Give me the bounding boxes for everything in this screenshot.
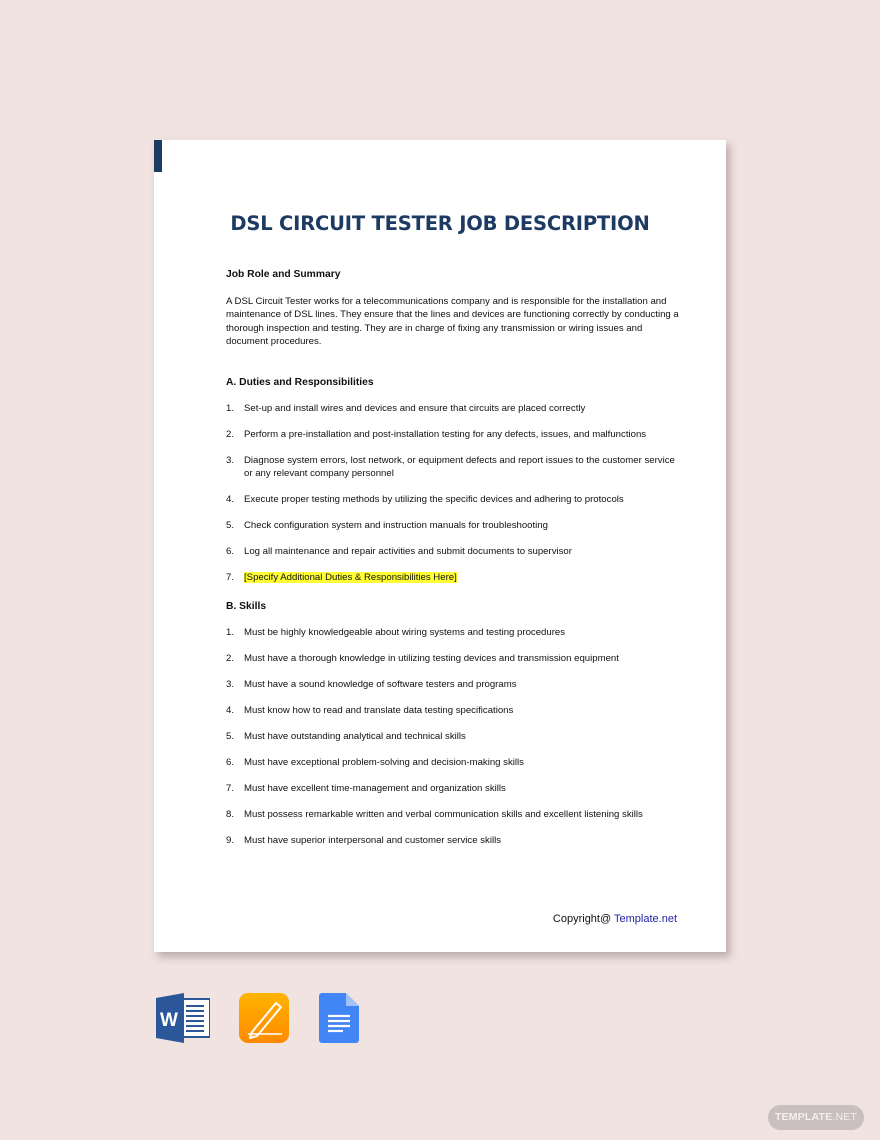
word-icon[interactable] xyxy=(154,992,210,1044)
duties-list xyxy=(226,402,686,584)
summary-heading: Job Role and Summary xyxy=(226,269,341,280)
document-page xyxy=(154,140,726,952)
item-number: 1. xyxy=(226,627,235,639)
document-content xyxy=(226,268,686,860)
svg-text:W: W xyxy=(160,1010,178,1031)
item-text: Execute proper testing methods by utilizing the specific devices and adhering to protocols xyxy=(244,494,624,506)
template-net-link[interactable]: Template.net xyxy=(614,913,677,925)
list-item xyxy=(226,730,686,743)
format-icons xyxy=(154,992,360,1044)
item-number: 7. xyxy=(226,572,235,584)
item-text: Check configuration system and instruction manuals for troubleshooting xyxy=(244,520,548,532)
item-text: Must have exceptional problem-solving and decision-making skills xyxy=(244,757,524,769)
list-item xyxy=(226,704,686,717)
item-number: 5. xyxy=(226,520,235,532)
list-item xyxy=(226,834,686,847)
item-number: 7. xyxy=(226,783,235,795)
list-item xyxy=(226,678,686,691)
list-item xyxy=(226,756,686,769)
item-number: 4. xyxy=(226,494,235,506)
list-item xyxy=(226,626,686,639)
item-text: Must possess remarkable written and verbal communication skills and excellent listening skills xyxy=(244,809,643,821)
list-item xyxy=(226,428,686,441)
list-item xyxy=(226,782,686,795)
item-text: Log all maintenance and repair activities and submit documents to supervisor xyxy=(244,546,572,558)
list-item xyxy=(226,454,686,480)
item-text: Perform a pre-installation and post-installation testing for any defects, issues, and malfunctions xyxy=(244,429,647,441)
skills-list xyxy=(226,626,686,847)
item-number: 6. xyxy=(226,546,235,558)
item-number: 3. xyxy=(226,455,235,467)
item-text: Must be highly knowledgeable about wiring systems and testing procedures xyxy=(244,627,566,639)
duties-heading: A. Duties and Responsibilities xyxy=(226,377,374,389)
placeholder-highlight[interactable]: [Specify Additional Duties & Responsibilities Here] xyxy=(244,572,457,584)
item-text: Must have a sound knowledge of software testers and programs xyxy=(244,679,517,691)
item-text: Must know how to read and translate data testing specifications xyxy=(244,705,514,717)
watermark-suffix: .NET xyxy=(832,1111,858,1123)
list-item xyxy=(226,493,686,506)
list-item xyxy=(226,519,686,532)
document-title: DSL CIRCUIT TESTER JOB DESCRIPTION xyxy=(230,212,650,235)
item-number: 4. xyxy=(226,705,235,717)
item-text: Must have outstanding analytical and technical skills xyxy=(244,731,466,743)
item-number: 9. xyxy=(226,835,235,847)
item-text: Diagnose system errors, lost network, or equipment defects and report issues to the customer service or any relevant company personnel xyxy=(244,455,675,480)
duties-section xyxy=(226,376,686,584)
summary-text: A DSL Circuit Tester works for a telecommunications company and is responsible for the installation and maintenance of DSL lines. They ensure that the lines and devices are functioning correctly by conducting a thorough inspection and testing. They are in charge of fixing any transmission or wiring issues and document procedures. xyxy=(226,296,679,347)
item-text: Must have a thorough knowledge in utilizing testing devices and transmission equipment xyxy=(244,653,619,665)
item-text: Must have superior interpersonal and customer service skills xyxy=(244,835,502,847)
item-number: 1. xyxy=(226,403,235,415)
item-number: 8. xyxy=(226,809,235,821)
item-number: 2. xyxy=(226,429,235,441)
item-number: 6. xyxy=(226,757,235,769)
copyright-notice xyxy=(553,913,677,925)
item-number: 3. xyxy=(226,679,235,691)
item-text: Set-up and install wires and devices and ensure that circuits are placed correctly xyxy=(244,403,586,415)
item-number: 5. xyxy=(226,731,235,743)
list-item xyxy=(226,545,686,558)
list-item xyxy=(226,402,686,415)
list-item xyxy=(226,652,686,665)
pages-icon[interactable] xyxy=(238,992,290,1044)
item-number: 2. xyxy=(226,653,235,665)
template-net-watermark[interactable] xyxy=(768,1105,864,1130)
list-item xyxy=(226,571,686,584)
skills-section xyxy=(226,600,686,847)
google-docs-icon[interactable] xyxy=(318,992,360,1044)
watermark-brand: TEMPLATE xyxy=(774,1111,833,1123)
copyright-prefix: Copyright@ xyxy=(552,913,615,925)
corner-accent-bar xyxy=(154,140,162,172)
skills-heading: B. Skills xyxy=(226,601,267,613)
item-text: Must have excellent time-management and organization skills xyxy=(244,783,506,795)
list-item xyxy=(226,808,686,821)
